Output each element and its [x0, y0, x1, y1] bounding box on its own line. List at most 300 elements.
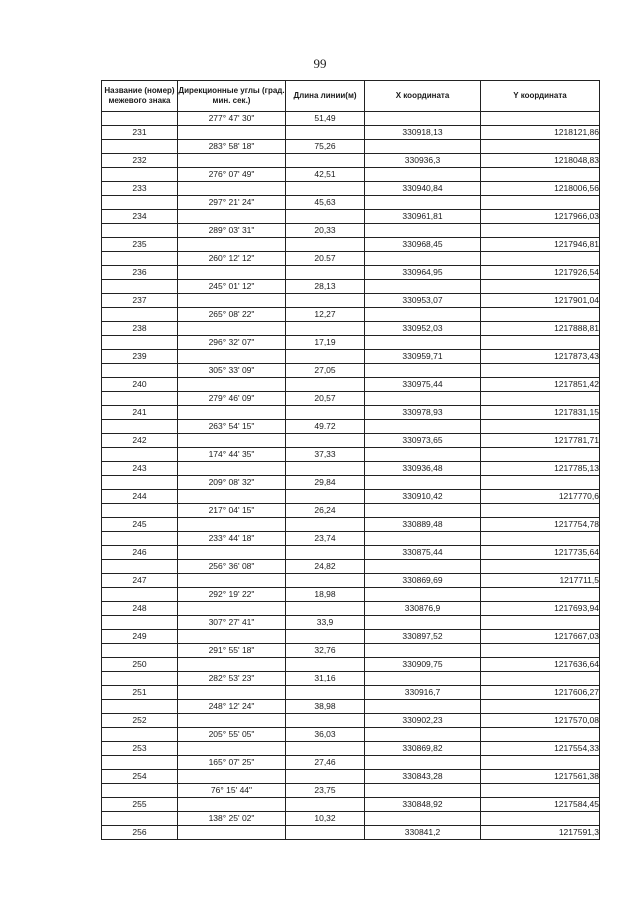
- length-cell: 20,57: [286, 392, 365, 406]
- angle-cell: 263° 54' 15": [178, 420, 286, 434]
- length-cell: [286, 798, 365, 812]
- point-name-cell: [102, 112, 178, 126]
- y-cell: 1217735,64: [481, 546, 600, 560]
- segment-row: [102, 224, 600, 238]
- point-row: [102, 406, 600, 420]
- x-cell: 330843,28: [365, 770, 481, 784]
- point-row: [102, 350, 600, 364]
- point-name-cell: [102, 532, 178, 546]
- point-name-cell: [102, 700, 178, 714]
- point-name-cell: 238: [102, 322, 178, 336]
- point-row: [102, 322, 600, 336]
- angle-cell: 291° 55' 18": [178, 644, 286, 658]
- length-cell: [286, 826, 365, 840]
- segment-row: [102, 756, 600, 770]
- angle-cell: 165° 07' 25": [178, 756, 286, 770]
- length-cell: [286, 266, 365, 280]
- point-name-cell: [102, 728, 178, 742]
- x-cell: 330918,13: [365, 126, 481, 140]
- length-cell: [286, 462, 365, 476]
- length-cell: 24,82: [286, 560, 365, 574]
- length-cell: 10,32: [286, 812, 365, 826]
- point-name-cell: [102, 672, 178, 686]
- y-cell: 1217785,13: [481, 462, 600, 476]
- y-cell: 1217926,54: [481, 266, 600, 280]
- point-name-cell: [102, 196, 178, 210]
- header-x-coordinate: X координата: [365, 81, 481, 112]
- x-cell: 330910,42: [365, 490, 481, 504]
- x-cell: 330869,69: [365, 574, 481, 588]
- y-cell: [481, 728, 600, 742]
- angle-cell: [178, 770, 286, 784]
- point-name-cell: [102, 588, 178, 602]
- length-cell: [286, 378, 365, 392]
- point-name-cell: [102, 308, 178, 322]
- length-cell: 75,26: [286, 140, 365, 154]
- y-cell: [481, 448, 600, 462]
- segment-row: [102, 728, 600, 742]
- segment-row: [102, 112, 600, 126]
- point-row: [102, 266, 600, 280]
- angle-cell: [178, 714, 286, 728]
- y-cell: 1217570,08: [481, 714, 600, 728]
- x-cell: [365, 196, 481, 210]
- point-row: [102, 434, 600, 448]
- point-name-cell: 251: [102, 686, 178, 700]
- page-number: 99: [313, 56, 327, 71]
- point-name-cell: 241: [102, 406, 178, 420]
- length-cell: 12,27: [286, 308, 365, 322]
- y-cell: 1217901,04: [481, 294, 600, 308]
- length-cell: [286, 574, 365, 588]
- angle-cell: [178, 826, 286, 840]
- point-name-cell: 253: [102, 742, 178, 756]
- length-cell: 36,03: [286, 728, 365, 742]
- length-cell: [286, 294, 365, 308]
- x-cell: [365, 588, 481, 602]
- angle-cell: [178, 462, 286, 476]
- y-cell: 1217770,6: [481, 490, 600, 504]
- segment-row: [102, 616, 600, 630]
- x-cell: [365, 784, 481, 798]
- angle-cell: 76° 15' 44": [178, 784, 286, 798]
- point-name-cell: 231: [102, 126, 178, 140]
- point-row: [102, 182, 600, 196]
- point-row: [102, 574, 600, 588]
- length-cell: 32,76: [286, 644, 365, 658]
- segment-row: [102, 476, 600, 490]
- y-cell: 1217831,15: [481, 406, 600, 420]
- segment-row: [102, 280, 600, 294]
- length-cell: 38,98: [286, 700, 365, 714]
- angle-cell: [178, 406, 286, 420]
- segment-row: [102, 644, 600, 658]
- y-cell: [481, 532, 600, 546]
- length-cell: [286, 686, 365, 700]
- length-cell: 20.57: [286, 252, 365, 266]
- point-row: [102, 770, 600, 784]
- length-cell: 42,51: [286, 168, 365, 182]
- y-cell: 1217966,03: [481, 210, 600, 224]
- length-cell: [286, 322, 365, 336]
- y-cell: [481, 420, 600, 434]
- angle-cell: [178, 182, 286, 196]
- x-cell: [365, 644, 481, 658]
- angle-cell: 265° 08' 22": [178, 308, 286, 322]
- length-cell: [286, 770, 365, 784]
- angle-cell: 174° 44' 35": [178, 448, 286, 462]
- segment-row: [102, 700, 600, 714]
- y-cell: [481, 784, 600, 798]
- x-cell: 330940,84: [365, 182, 481, 196]
- point-name-cell: [102, 280, 178, 294]
- y-cell: [481, 588, 600, 602]
- x-cell: 330909,75: [365, 658, 481, 672]
- length-cell: [286, 406, 365, 420]
- angle-cell: 297° 21' 24": [178, 196, 286, 210]
- y-cell: [481, 252, 600, 266]
- x-cell: 330968,45: [365, 238, 481, 252]
- point-row: [102, 518, 600, 532]
- y-cell: 1217591,3: [481, 826, 600, 840]
- point-name-cell: 254: [102, 770, 178, 784]
- point-name-cell: 239: [102, 350, 178, 364]
- x-cell: [365, 336, 481, 350]
- x-cell: [365, 476, 481, 490]
- point-row: [102, 462, 600, 476]
- segment-row: [102, 588, 600, 602]
- x-cell: [365, 112, 481, 126]
- y-cell: 1217711,5: [481, 574, 600, 588]
- y-cell: 1218006,56: [481, 182, 600, 196]
- angle-cell: [178, 238, 286, 252]
- y-cell: [481, 504, 600, 518]
- y-cell: [481, 812, 600, 826]
- x-cell: 330889,48: [365, 518, 481, 532]
- angle-cell: 305° 33' 09": [178, 364, 286, 378]
- length-cell: 23,74: [286, 532, 365, 546]
- length-cell: [286, 630, 365, 644]
- angle-cell: 256° 36' 08": [178, 560, 286, 574]
- x-cell: 330916,7: [365, 686, 481, 700]
- length-cell: [286, 742, 365, 756]
- segment-row: [102, 364, 600, 378]
- angle-cell: [178, 322, 286, 336]
- y-cell: [481, 700, 600, 714]
- y-cell: 1217873,43: [481, 350, 600, 364]
- x-cell: 330841,2: [365, 826, 481, 840]
- x-cell: [365, 140, 481, 154]
- point-row: [102, 714, 600, 728]
- length-cell: 51,49: [286, 112, 365, 126]
- point-name-cell: 232: [102, 154, 178, 168]
- angle-cell: [178, 350, 286, 364]
- point-name-cell: 246: [102, 546, 178, 560]
- y-cell: 1217584,45: [481, 798, 600, 812]
- angle-cell: [178, 546, 286, 560]
- point-row: [102, 238, 600, 252]
- point-row: [102, 798, 600, 812]
- point-row: [102, 154, 600, 168]
- point-name-cell: [102, 252, 178, 266]
- point-name-cell: [102, 364, 178, 378]
- length-cell: [286, 518, 365, 532]
- angle-cell: [178, 126, 286, 140]
- angle-cell: [178, 574, 286, 588]
- y-cell: [481, 644, 600, 658]
- x-cell: [365, 448, 481, 462]
- point-name-cell: 255: [102, 798, 178, 812]
- header-point-name: Название (номер) межевого знака: [102, 81, 178, 112]
- x-cell: 330897,52: [365, 630, 481, 644]
- y-cell: 1217781,71: [481, 434, 600, 448]
- y-cell: 1217554,33: [481, 742, 600, 756]
- x-cell: [365, 252, 481, 266]
- length-cell: 31,16: [286, 672, 365, 686]
- angle-cell: [178, 798, 286, 812]
- angle-cell: [178, 686, 286, 700]
- y-cell: [481, 560, 600, 574]
- length-cell: [286, 434, 365, 448]
- x-cell: 330876,9: [365, 602, 481, 616]
- angle-cell: 277° 47' 30": [178, 112, 286, 126]
- angle-cell: [178, 658, 286, 672]
- point-name-cell: [102, 420, 178, 434]
- point-name-cell: 244: [102, 490, 178, 504]
- point-name-cell: [102, 616, 178, 630]
- angle-cell: [178, 434, 286, 448]
- length-cell: 29,84: [286, 476, 365, 490]
- x-cell: 330936,3: [365, 154, 481, 168]
- y-cell: [481, 392, 600, 406]
- angle-cell: 283° 58' 18": [178, 140, 286, 154]
- y-cell: 1218121,86: [481, 126, 600, 140]
- point-name-cell: 233: [102, 182, 178, 196]
- table-header-row: [102, 81, 600, 112]
- y-cell: 1217636,64: [481, 658, 600, 672]
- segment-row: [102, 784, 600, 798]
- y-cell: [481, 364, 600, 378]
- x-cell: [365, 756, 481, 770]
- angle-cell: 289° 03' 31": [178, 224, 286, 238]
- y-cell: [481, 280, 600, 294]
- point-row: [102, 742, 600, 756]
- segment-row: [102, 336, 600, 350]
- x-cell: [365, 728, 481, 742]
- x-cell: 330975,44: [365, 378, 481, 392]
- y-cell: 1217946,81: [481, 238, 600, 252]
- point-name-cell: 237: [102, 294, 178, 308]
- length-cell: 28,13: [286, 280, 365, 294]
- y-cell: [481, 476, 600, 490]
- point-name-cell: [102, 504, 178, 518]
- angle-cell: 138° 25' 02": [178, 812, 286, 826]
- x-cell: [365, 812, 481, 826]
- point-row: [102, 602, 600, 616]
- length-cell: 17,19: [286, 336, 365, 350]
- segment-row: [102, 140, 600, 154]
- y-cell: [481, 112, 600, 126]
- point-name-cell: [102, 812, 178, 826]
- point-row: [102, 826, 600, 840]
- angle-cell: [178, 490, 286, 504]
- point-name-cell: [102, 784, 178, 798]
- x-cell: [365, 364, 481, 378]
- length-cell: 20,33: [286, 224, 365, 238]
- x-cell: 330875,44: [365, 546, 481, 560]
- point-row: [102, 126, 600, 140]
- length-cell: 37,33: [286, 448, 365, 462]
- length-cell: [286, 546, 365, 560]
- point-name-cell: 252: [102, 714, 178, 728]
- segment-row: [102, 560, 600, 574]
- x-cell: 330973,65: [365, 434, 481, 448]
- length-cell: [286, 154, 365, 168]
- header-line-length: Длина линии(м): [286, 81, 365, 112]
- coordinates-table: [101, 80, 600, 840]
- point-row: [102, 658, 600, 672]
- length-cell: 49.72: [286, 420, 365, 434]
- header-direction-angle: Дирекционные углы (град. мин. сек.): [178, 81, 286, 112]
- point-row: [102, 210, 600, 224]
- length-cell: 26,24: [286, 504, 365, 518]
- point-name-cell: [102, 224, 178, 238]
- angle-cell: 296° 32' 07": [178, 336, 286, 350]
- length-cell: [286, 490, 365, 504]
- angle-cell: [178, 378, 286, 392]
- segment-row: [102, 168, 600, 182]
- point-name-cell: 243: [102, 462, 178, 476]
- angle-cell: [178, 518, 286, 532]
- point-row: [102, 686, 600, 700]
- segment-row: [102, 252, 600, 266]
- point-name-cell: 245: [102, 518, 178, 532]
- length-cell: 27,05: [286, 364, 365, 378]
- angle-cell: 292° 19' 22": [178, 588, 286, 602]
- y-cell: 1218048,83: [481, 154, 600, 168]
- x-cell: 330936,48: [365, 462, 481, 476]
- length-cell: 23,75: [286, 784, 365, 798]
- x-cell: [365, 280, 481, 294]
- point-name-cell: [102, 644, 178, 658]
- point-name-cell: 248: [102, 602, 178, 616]
- angle-cell: [178, 742, 286, 756]
- y-cell: 1217888,81: [481, 322, 600, 336]
- point-name-cell: 250: [102, 658, 178, 672]
- angle-cell: 217° 04' 15": [178, 504, 286, 518]
- x-cell: [365, 168, 481, 182]
- y-cell: 1217693,94: [481, 602, 600, 616]
- angle-cell: [178, 210, 286, 224]
- y-cell: 1217667,03: [481, 630, 600, 644]
- length-cell: [286, 210, 365, 224]
- table-body: [102, 112, 600, 840]
- y-cell: [481, 336, 600, 350]
- y-cell: [481, 616, 600, 630]
- point-row: [102, 546, 600, 560]
- angle-cell: [178, 294, 286, 308]
- point-name-cell: [102, 448, 178, 462]
- x-cell: 330869,82: [365, 742, 481, 756]
- length-cell: [286, 126, 365, 140]
- x-cell: 330902,23: [365, 714, 481, 728]
- y-cell: 1217606,27: [481, 686, 600, 700]
- angle-cell: 276° 07' 49": [178, 168, 286, 182]
- x-cell: [365, 224, 481, 238]
- angle-cell: [178, 266, 286, 280]
- segment-row: [102, 392, 600, 406]
- x-cell: 330978,93: [365, 406, 481, 420]
- y-cell: 1217851,42: [481, 378, 600, 392]
- angle-cell: [178, 602, 286, 616]
- point-row: [102, 490, 600, 504]
- x-cell: 330964,95: [365, 266, 481, 280]
- x-cell: [365, 420, 481, 434]
- point-name-cell: [102, 392, 178, 406]
- segment-row: [102, 504, 600, 518]
- angle-cell: 279° 46' 09": [178, 392, 286, 406]
- point-row: [102, 294, 600, 308]
- x-cell: 330961,81: [365, 210, 481, 224]
- point-row: [102, 630, 600, 644]
- y-cell: 1217754,78: [481, 518, 600, 532]
- point-name-cell: 249: [102, 630, 178, 644]
- point-name-cell: 236: [102, 266, 178, 280]
- y-cell: 1217561,38: [481, 770, 600, 784]
- y-cell: [481, 224, 600, 238]
- point-name-cell: 240: [102, 378, 178, 392]
- angle-cell: [178, 154, 286, 168]
- segment-row: [102, 532, 600, 546]
- segment-row: [102, 196, 600, 210]
- angle-cell: [178, 630, 286, 644]
- point-name-cell: [102, 168, 178, 182]
- angle-cell: 233° 44' 18": [178, 532, 286, 546]
- y-cell: [481, 168, 600, 182]
- length-cell: [286, 238, 365, 252]
- x-cell: [365, 672, 481, 686]
- x-cell: [365, 504, 481, 518]
- point-name-cell: 247: [102, 574, 178, 588]
- length-cell: [286, 350, 365, 364]
- x-cell: 330848,92: [365, 798, 481, 812]
- x-cell: 330959,71: [365, 350, 481, 364]
- length-cell: [286, 182, 365, 196]
- x-cell: 330952,03: [365, 322, 481, 336]
- angle-cell: 307° 27' 41": [178, 616, 286, 630]
- point-name-cell: [102, 560, 178, 574]
- point-row: [102, 378, 600, 392]
- point-name-cell: 234: [102, 210, 178, 224]
- point-name-cell: 242: [102, 434, 178, 448]
- point-name-cell: [102, 140, 178, 154]
- point-name-cell: 235: [102, 238, 178, 252]
- length-cell: [286, 658, 365, 672]
- x-cell: [365, 392, 481, 406]
- segment-row: [102, 812, 600, 826]
- length-cell: 27,46: [286, 756, 365, 770]
- x-cell: [365, 308, 481, 322]
- angle-cell: 282° 53' 23": [178, 672, 286, 686]
- point-name-cell: [102, 336, 178, 350]
- angle-cell: 260° 12' 12": [178, 252, 286, 266]
- length-cell: [286, 602, 365, 616]
- segment-row: [102, 420, 600, 434]
- x-cell: [365, 616, 481, 630]
- point-name-cell: [102, 756, 178, 770]
- length-cell: 18,98: [286, 588, 365, 602]
- point-name-cell: [102, 476, 178, 490]
